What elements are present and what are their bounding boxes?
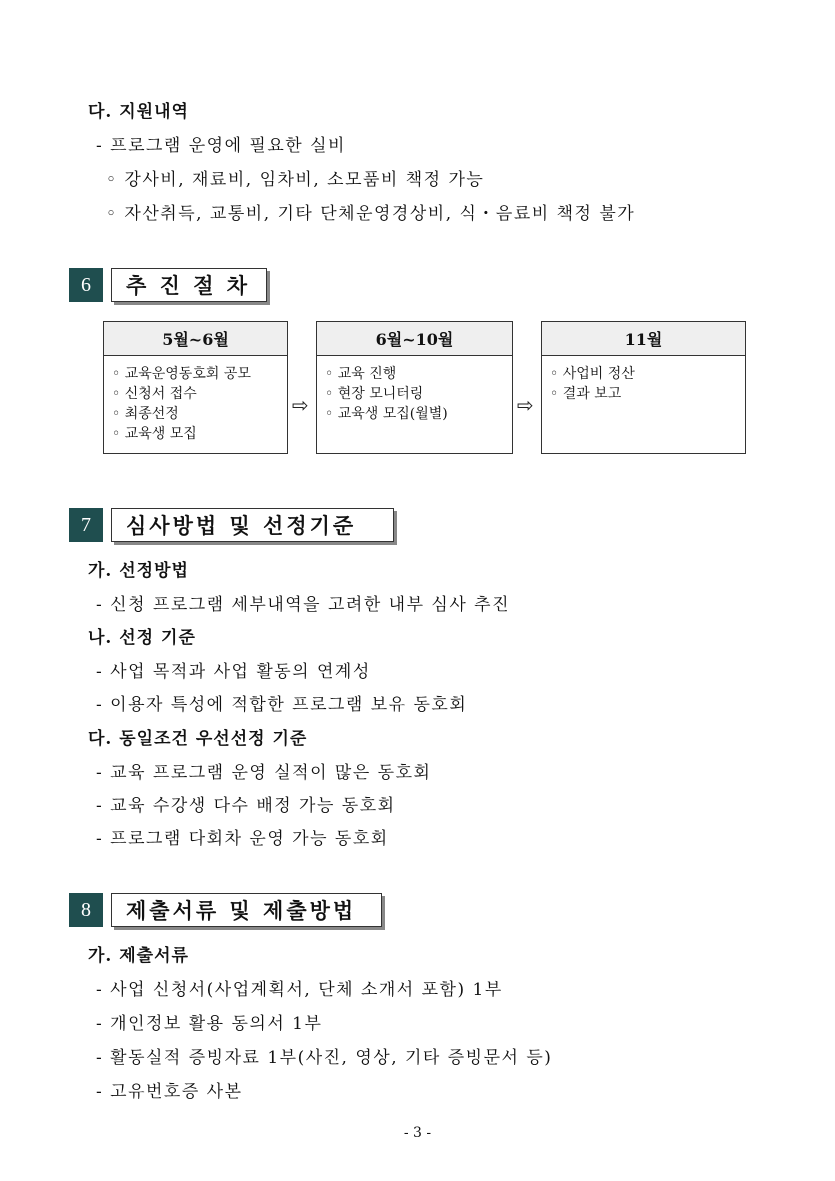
selection-method-item: - 신청 프로그램 세부내역을 고려한 내부 심사 추진 bbox=[96, 595, 511, 615]
support-item: ◦ 자산취득, 교통비, 기타 단체운영경상비, 식・음료비 책정 불가 bbox=[106, 204, 636, 224]
section-number: 7 bbox=[69, 508, 103, 542]
support-item: - 프로그램 운영에 필요한 실비 bbox=[96, 136, 346, 156]
process-box-header: 6월~10월 bbox=[317, 322, 512, 356]
document-item: - 개인정보 활용 동의서 1부 bbox=[96, 1014, 323, 1034]
document-item: - 고유번호증 사본 bbox=[96, 1082, 243, 1102]
section-title: 추 진 절 차 bbox=[111, 268, 267, 302]
list-item: ◦ 결과 보고 bbox=[550, 386, 622, 402]
selection-criteria-item: - 사업 목적과 사업 활동의 연계성 bbox=[96, 662, 371, 682]
priority-criteria-item: - 프로그램 다회차 운영 가능 동호회 bbox=[96, 829, 389, 849]
support-heading: 다. 지원내역 bbox=[88, 102, 189, 122]
section-number: 6 bbox=[69, 268, 103, 302]
list-item: ◦ 최종선정 bbox=[112, 406, 179, 422]
priority-criteria-heading: 다. 동일조건 우선선정 기준 bbox=[88, 729, 308, 749]
process-box-2 bbox=[316, 321, 513, 454]
arrow-right-icon: ⇨ bbox=[517, 393, 534, 417]
process-box-header: 5월~6월 bbox=[104, 322, 287, 356]
list-item: ◦ 교육 진행 bbox=[325, 366, 397, 382]
arrow-right-icon: ⇨ bbox=[292, 393, 309, 417]
section-title: 제출서류 및 제출방법 bbox=[111, 893, 382, 927]
document-item: - 활동실적 증빙자료 1부(사진, 영상, 기타 증빙문서 등) bbox=[96, 1048, 553, 1068]
list-item: ◦ 현장 모니터링 bbox=[325, 386, 424, 402]
list-item: ◦ 교육운영동호회 공모 bbox=[112, 366, 251, 382]
process-box-1 bbox=[103, 321, 288, 454]
process-box-header: 11월 bbox=[542, 322, 745, 356]
priority-criteria-item: - 교육 수강생 다수 배정 가능 동호회 bbox=[96, 796, 396, 816]
page-number: - 3 - bbox=[403, 1125, 432, 1141]
process-box-list bbox=[104, 356, 287, 444]
list-item: ◦ 교육생 모집(월별) bbox=[325, 406, 448, 422]
selection-criteria-item: - 이용자 특성에 적합한 프로그램 보유 동호회 bbox=[96, 695, 468, 715]
process-box-3 bbox=[541, 321, 746, 454]
selection-method-heading: 가. 선정방법 bbox=[88, 561, 189, 581]
process-box-list bbox=[317, 356, 512, 424]
section-number: 8 bbox=[69, 893, 103, 927]
documents-heading: 가. 제출서류 bbox=[88, 946, 189, 966]
process-box-list bbox=[542, 356, 745, 404]
priority-criteria-item: - 교육 프로그램 운영 실적이 많은 동호회 bbox=[96, 763, 432, 783]
selection-criteria-heading: 나. 선정 기준 bbox=[88, 628, 196, 648]
support-item: ◦ 강사비, 재료비, 임차비, 소모품비 책정 가능 bbox=[106, 170, 485, 190]
list-item: ◦ 신청서 접수 bbox=[112, 386, 197, 402]
document-item: - 사업 신청서(사업계획서, 단체 소개서 포함) 1부 bbox=[96, 980, 503, 1000]
list-item: ◦ 사업비 정산 bbox=[550, 366, 635, 382]
list-item: ◦ 교육생 모집 bbox=[112, 426, 197, 442]
section-title: 심사방법 및 선정기준 bbox=[111, 508, 394, 542]
